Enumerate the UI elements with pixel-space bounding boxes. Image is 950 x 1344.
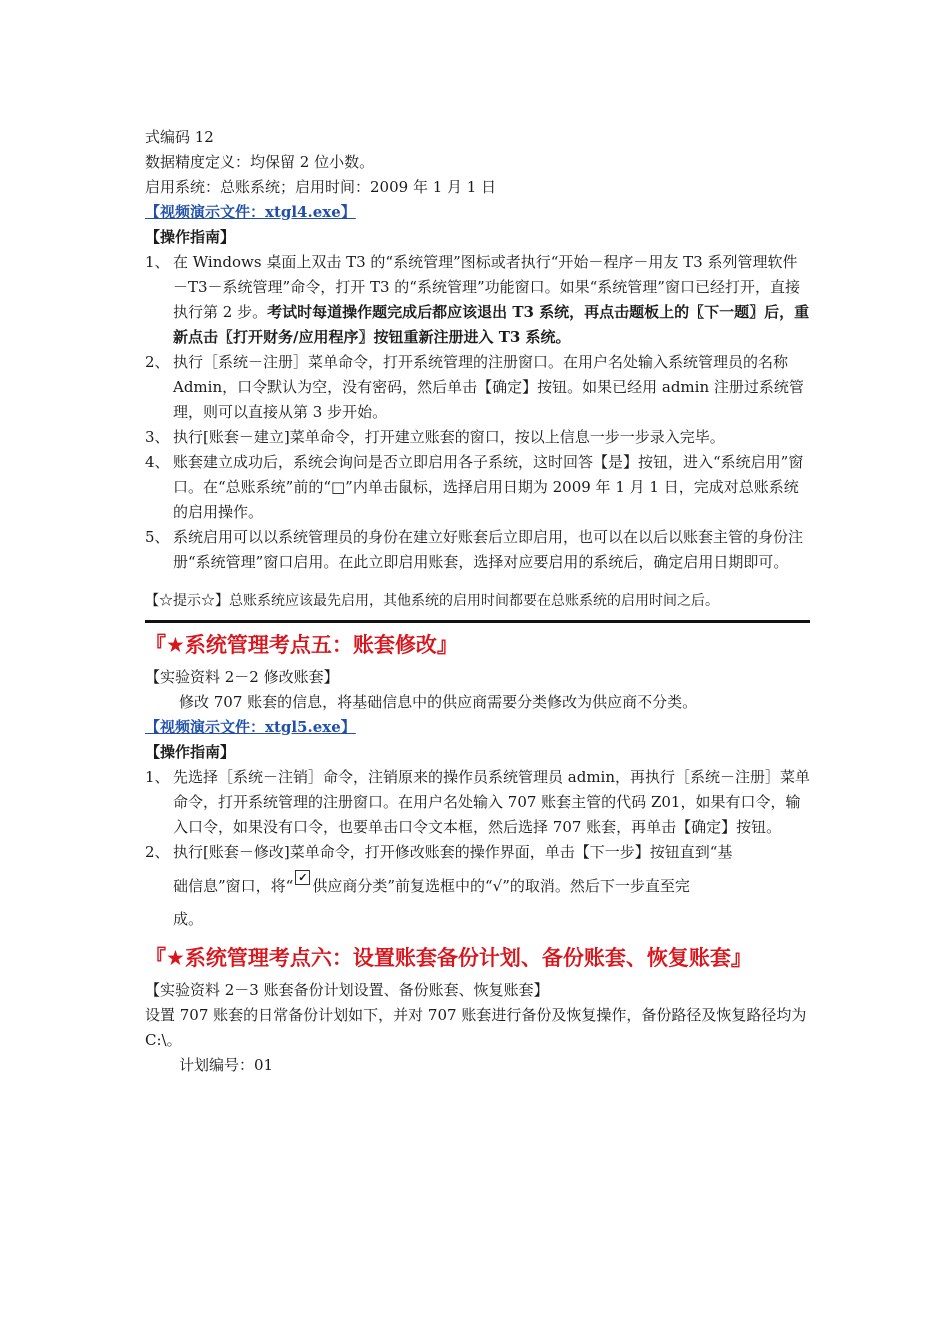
guide-item-1 bbox=[145, 250, 810, 350]
guide5-item-1 bbox=[145, 765, 810, 840]
material-title-5: 【实验资料 2－2 修改账套】 bbox=[145, 668, 339, 686]
guide-item-line-2-start: 础信息”窗口，将“ bbox=[173, 877, 294, 895]
document-page bbox=[145, 125, 810, 1078]
material-text-5: 修改 707 账套的信息，将基础信息中的供应商需要分类修改为供应商不分类。 bbox=[179, 693, 698, 711]
guide-item-text: 系统启用可以以系统管理员的身份在建立好账套后立即启用，也可以在以后以账套主管的身份注册“系统管理”窗口启用。在此立即启用账套，选择对应要启用的系统后，确定启用日期即可。 bbox=[173, 528, 804, 571]
video-link-xtgl4[interactable]: 【视频演示文件：xtgl4.exe】 bbox=[145, 203, 356, 221]
guide-item-number: 1、 bbox=[145, 253, 170, 271]
section-6-heading: 『★系统管理考点六：设置账套备份计划、备份账套、恢复账套』 bbox=[145, 946, 752, 970]
guide-list-1 bbox=[145, 250, 810, 575]
checkbox-checked-icon: ✓ bbox=[295, 870, 310, 885]
guide-item-text: 先选择［系统－注销］命令，注销原来的操作员系统管理员 admin，再执行［系统－注册］菜单命令，打开系统管理的注册窗口。在用户名处输入 707 账套主管的代码 Z01，如果有口令，输入口令，如果没有口令，也要单击口令文本框，然后选择 707 账套，再单击【确定】按钮。 bbox=[173, 768, 810, 836]
guide-item-5 bbox=[145, 525, 810, 575]
guide-item-number: 2、 bbox=[145, 353, 170, 371]
section-divider bbox=[145, 620, 810, 623]
guide-list-5 bbox=[145, 765, 810, 932]
material-title-6: 【实验资料 2－3 账套备份计划设置、备份账套、恢复账套】 bbox=[145, 981, 549, 999]
guide-item-3 bbox=[145, 425, 810, 450]
guide-title-5: 【操作指南】 bbox=[145, 743, 236, 761]
guide-item-bold-text: 考试时每道操作题完成后都应该退出 T3 系统，再点击题板上的〖下一题〗后，重新点击〖打开财务/应用程序〗按钮重新注册进入 T3 系统。 bbox=[173, 303, 810, 346]
guide-item-text: 执行［系统－注册］菜单命令，打开系统管理的注册窗口。在用户名处输入系统管理员的名称 Admin，口令默认为空，没有密码，然后单击【确定】按钮。如果已经用 admin 注册过系统管理，则可以直接从第 3 步开始。 bbox=[173, 353, 804, 421]
guide-item-text: 账套建立成功后，系统会询问是否立即启用各子系统，这时回答【是】按钮，进入“系统启用”窗口。在“总账系统”前的“□”内单击鼠标，选择启用日期为 2009 年 1 月 1 日，完成对总账系统的启用操作。 bbox=[173, 453, 804, 521]
guide-item-line-2 bbox=[173, 865, 810, 907]
guide-item-4 bbox=[145, 450, 810, 525]
video-link-xtgl5[interactable]: 【视频演示文件：xtgl5.exe】 bbox=[145, 718, 356, 736]
guide-item-line-3: 成。 bbox=[173, 910, 204, 928]
plan-line: 计划编号：01 bbox=[179, 1056, 274, 1074]
guide-item-text: 在 Windows 桌面上双击 T3 的“系统管理”图标或者执行“开始－程序－用友 T3 系列管理软件－T3－系统管理”命令，打开 T3 的“系统管理”功能窗口。如果“系统管理”窗口已经打开，直接执行第 2 步。 bbox=[173, 253, 800, 321]
guide-item-number: 3、 bbox=[145, 428, 170, 446]
guide-item-number: 2、 bbox=[145, 843, 170, 861]
guide-item-number: 1、 bbox=[145, 768, 170, 786]
guide-title-1: 【操作指南】 bbox=[145, 228, 236, 246]
guide-item-2 bbox=[145, 350, 810, 425]
intro-line-2: 数据精度定义：均保留 2 位小数。 bbox=[145, 153, 375, 171]
guide-item-line-2-end: 供应商分类”前复选框中的“√”的取消。然后下一步直至完 bbox=[312, 877, 690, 895]
section-5-heading: 『★系统管理考点五：账套修改』 bbox=[145, 633, 458, 657]
intro-line-3: 启用系统：总账系统；启用时间：2009 年 1 月 1 日 bbox=[145, 178, 497, 196]
guide5-item-2 bbox=[145, 840, 810, 932]
intro-line-1: 式编码 12 bbox=[145, 128, 214, 146]
tip-text: 【☆提示☆】总账系统应该最先启用，其他系统的启用时间都要在总账系统的启用时间之后。 bbox=[145, 593, 719, 609]
guide-item-line-1: 执行[账套－修改]菜单命令，打开修改账套的操作界面，单击【下一步】按钮直到“基 bbox=[173, 843, 733, 861]
guide-item-text: 执行[账套－建立]菜单命令，打开建立账套的窗口，按以上信息一步一步录入完毕。 bbox=[173, 428, 725, 446]
guide-item-number: 4、 bbox=[145, 453, 170, 471]
material-text-6: 设置 707 账套的日常备份计划如下，并对 707 账套进行备份及恢复操作，备份路径及恢复路径均为 C:\。 bbox=[145, 1006, 807, 1049]
guide-item-number: 5、 bbox=[145, 528, 170, 546]
